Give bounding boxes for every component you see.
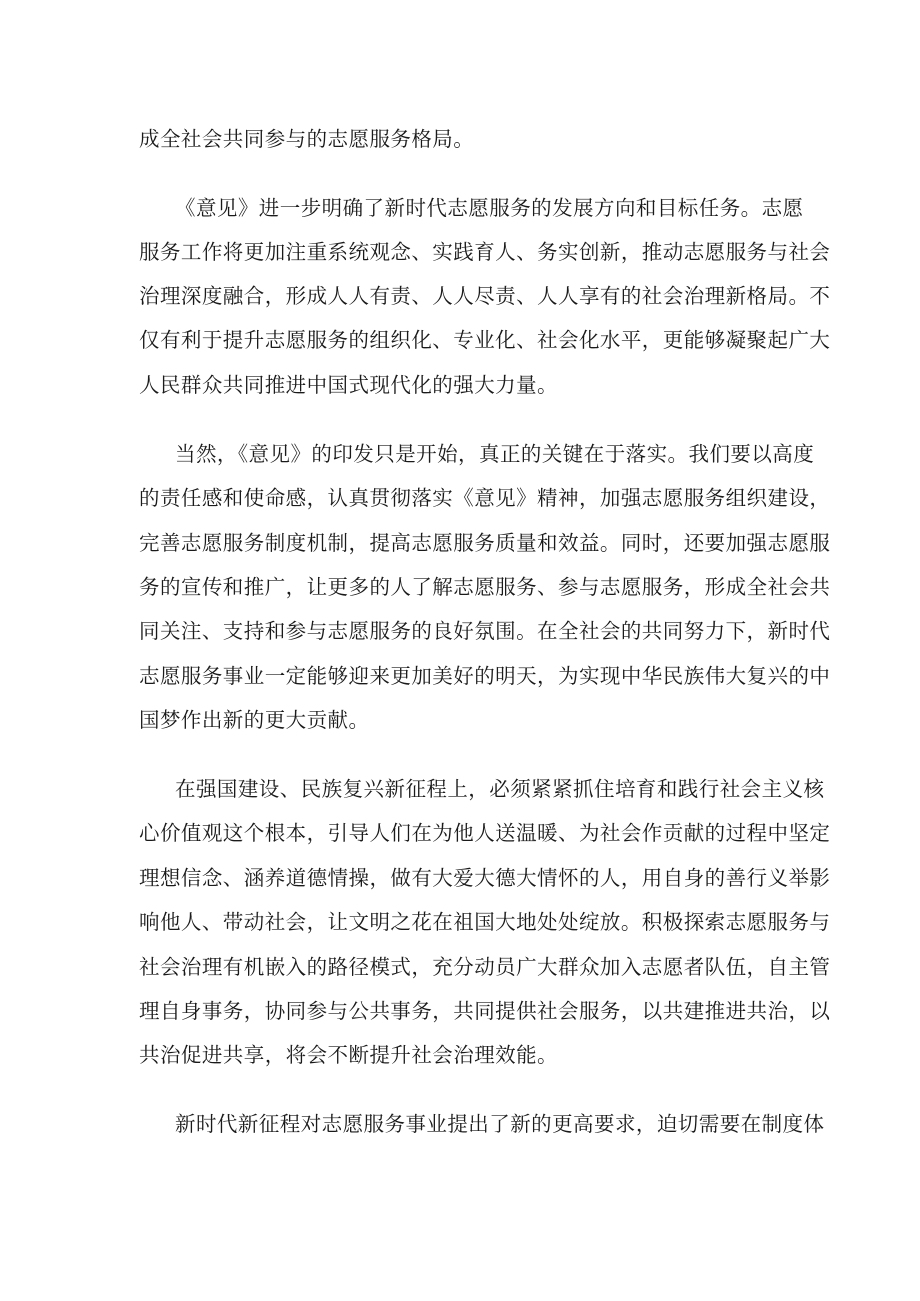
text-line: 治理深度融合，形成人人有责、人人尽责、人人享有的社会治理新格局。不 — [139, 284, 831, 308]
text-line: 心价值观这个根本，引导人们在为他人送温暖、为社会作贡献的过程中坚定 — [139, 821, 831, 845]
text-line: 理想信念、涵养道德情操，做有大爱大德大情怀的人，用自身的善行义举影 — [139, 866, 831, 890]
text-line: 在强国建设、民族复兴新征程上，必须紧紧抓住培育和践行社会主义核 — [175, 777, 825, 801]
text-line: 理自身事务，协同参与公共事务，共同提供社会服务，以共建推进共治，以 — [139, 999, 831, 1023]
text-line: 当然，《意见》的印发只是开始，真正的关键在于落实。我们要以高度 — [175, 442, 815, 466]
text-line: 社会治理有机嵌入的路径模式，充分动员广大群众加入志愿者队伍，自主管 — [139, 955, 831, 979]
text-line: 务的宣传和推广，让更多的人了解志愿服务、参与志愿服务，形成全社会共 — [139, 575, 831, 599]
text-line: 响他人、带动社会，让文明之花在祖国大地处处绽放。积极探索志愿服务与 — [139, 910, 831, 934]
text-line: 完善志愿服务制度机制，提高志愿服务质量和效益。同时，还要加强志愿服 — [139, 531, 831, 555]
text-line: 共治促进共享，将会不断提升社会治理效能。 — [139, 1043, 558, 1067]
text-line: 《意见》进一步明确了新时代志愿服务的发展方向和目标任务。志愿 — [175, 196, 804, 220]
text-line: 志愿服务事业一定能够迎来更加美好的明天，为实现中华民族伟大复兴的中 — [139, 664, 831, 688]
text-line: 新时代新征程对志愿服务事业提出了新的更高要求，迫切需要在制度体 — [175, 1112, 825, 1136]
text-line: 国梦作出新的更大贡献。 — [139, 708, 370, 732]
text-line: 服务工作将更加注重系统观念、实践育人、务实创新，推动志愿服务与社会 — [139, 240, 831, 264]
text-line: 人民群众共同推进中国式现代化的强大力量。 — [139, 373, 558, 397]
text-line: 成全社会共同参与的志愿服务格局。 — [139, 127, 475, 151]
text-line: 的责任感和使命感，认真贯彻落实《意见》精神，加强志愿服务组织建设， — [139, 486, 831, 510]
text-line: 同关注、支持和参与志愿服务的良好氛围。在全社会的共同努力下，新时代 — [139, 619, 831, 643]
text-line: 仅有利于提升志愿服务的组织化、专业化、社会化水平，更能够凝聚起广大 — [139, 328, 831, 352]
